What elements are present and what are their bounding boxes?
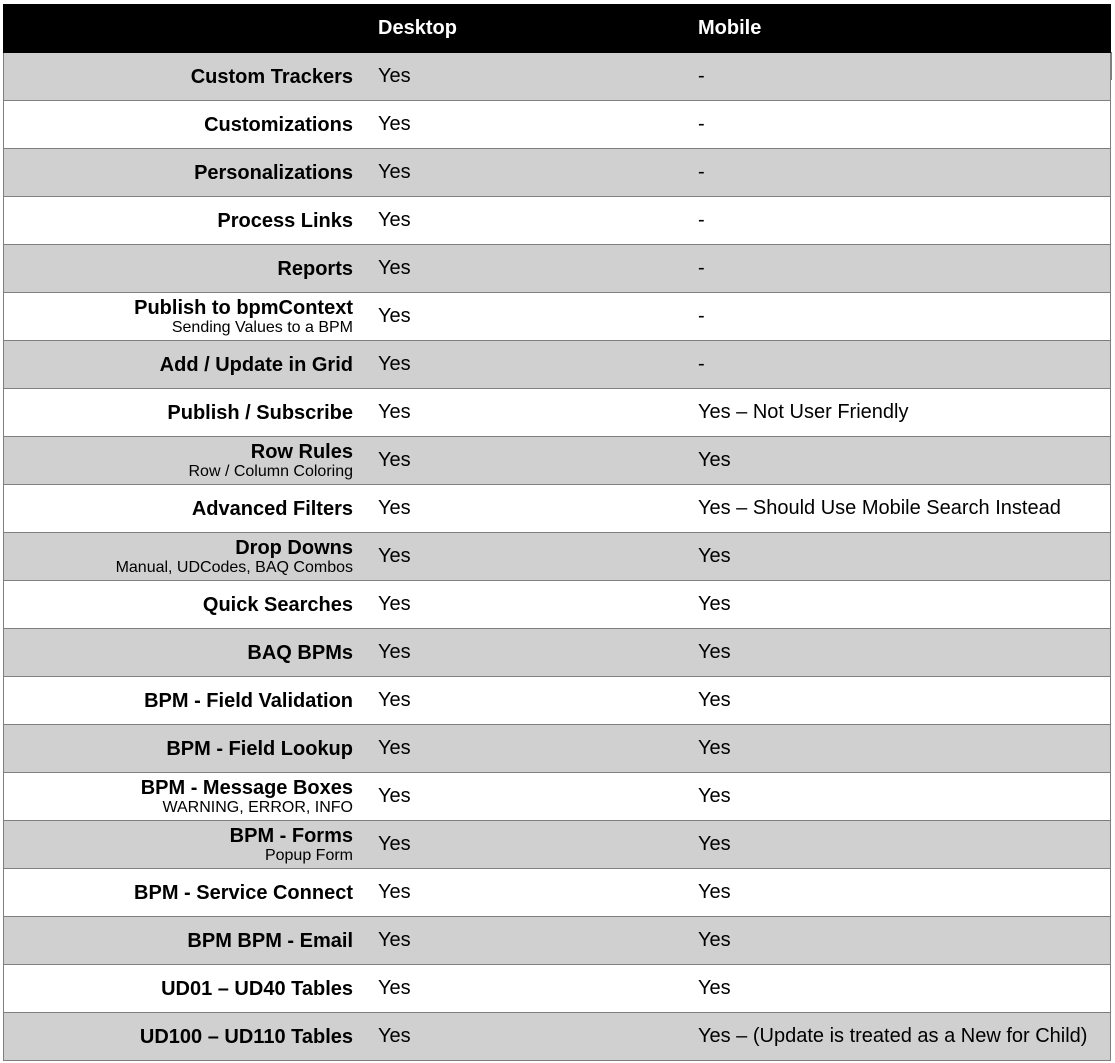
table-body <box>3 53 1111 1061</box>
table-row <box>3 821 1111 869</box>
desktop-cell: Yes <box>378 353 411 375</box>
table-row <box>3 53 1111 101</box>
feature-name: Customizations <box>204 113 353 136</box>
desktop-cell: Yes <box>378 881 411 903</box>
desktop-cell: Yes <box>378 929 411 951</box>
header-mobile: Mobile <box>698 17 762 39</box>
feature-name: Publish / Subscribe <box>167 401 353 424</box>
mobile-cell: Yes <box>698 449 731 471</box>
table-row <box>3 917 1111 965</box>
desktop-cell: Yes <box>378 449 411 471</box>
table-row <box>3 197 1111 245</box>
header-desktop: Desktop <box>378 17 457 39</box>
mobile-cell: Yes <box>698 737 731 759</box>
feature-cell <box>4 101 353 148</box>
mobile-cell: - <box>698 257 705 279</box>
mobile-cell: Yes – Should Use Mobile Search Instead <box>698 497 1061 519</box>
mobile-cell: Yes <box>698 641 731 663</box>
desktop-cell: Yes <box>378 1025 411 1047</box>
feature-cell <box>4 149 353 196</box>
table-row <box>3 533 1111 581</box>
table-row <box>3 629 1111 677</box>
feature-name: Add / Update in Grid <box>159 353 353 376</box>
mobile-cell: - <box>698 353 705 375</box>
mobile-cell: Yes <box>698 833 731 855</box>
mobile-cell: - <box>698 161 705 183</box>
mobile-cell: - <box>698 305 705 327</box>
feature-cell <box>4 965 353 1012</box>
feature-cell <box>4 677 353 724</box>
feature-name: Row Rules <box>250 440 353 463</box>
feature-cell <box>4 917 353 964</box>
feature-subtitle: Row / Column Coloring <box>188 462 353 480</box>
table-row <box>3 437 1111 485</box>
table-row <box>3 581 1111 629</box>
table-row <box>3 101 1111 149</box>
feature-cell <box>4 581 353 628</box>
feature-cell <box>4 869 353 916</box>
mobile-cell: Yes <box>698 881 731 903</box>
feature-subtitle: Popup Form <box>264 846 353 864</box>
table-row <box>3 677 1111 725</box>
desktop-cell: Yes <box>378 737 411 759</box>
feature-cell <box>4 389 353 436</box>
desktop-cell: Yes <box>378 497 411 519</box>
feature-name: BAQ BPMs <box>247 641 353 664</box>
table-row <box>3 389 1111 437</box>
desktop-cell: Yes <box>378 401 411 423</box>
desktop-cell: Yes <box>378 161 411 183</box>
desktop-cell: Yes <box>378 209 411 231</box>
desktop-cell: Yes <box>378 113 411 135</box>
table-row <box>3 965 1111 1013</box>
feature-name: Personalizations <box>194 161 353 184</box>
feature-cell <box>4 485 353 532</box>
desktop-cell: Yes <box>378 305 411 327</box>
mobile-cell: Yes <box>698 929 731 951</box>
table-row <box>3 725 1111 773</box>
desktop-cell: Yes <box>378 689 411 711</box>
feature-subtitle: WARNING, ERROR, INFO <box>162 798 353 816</box>
mobile-cell: Yes – Not User Friendly <box>698 401 909 423</box>
feature-name: UD01 – UD40 Tables <box>161 977 353 1000</box>
mobile-cell: Yes – (Update is treated as a New for Child) <box>698 1025 1088 1047</box>
mobile-cell: Yes <box>698 545 731 567</box>
mobile-cell: - <box>698 113 705 135</box>
feature-name: BPM - Field Lookup <box>166 737 353 760</box>
table-row <box>3 869 1111 917</box>
feature-name: BPM - Field Validation <box>144 689 353 712</box>
table-header <box>3 4 1111 53</box>
mobile-cell: - <box>698 65 705 87</box>
mobile-cell: Yes <box>698 785 731 807</box>
feature-subtitle: Sending Values to a BPM <box>171 318 353 336</box>
table-row <box>3 293 1111 341</box>
feature-cell <box>4 773 353 820</box>
table-row <box>3 245 1111 293</box>
feature-name: UD100 – UD110 Tables <box>139 1025 353 1048</box>
feature-cell <box>4 293 353 340</box>
feature-cell <box>4 197 353 244</box>
desktop-cell: Yes <box>378 833 411 855</box>
feature-comparison-table <box>3 4 1111 1061</box>
desktop-cell: Yes <box>378 545 411 567</box>
feature-cell <box>4 341 353 388</box>
feature-cell <box>4 725 353 772</box>
mobile-cell: Yes <box>698 977 731 999</box>
feature-cell <box>4 1013 353 1060</box>
feature-cell <box>4 245 353 292</box>
mobile-cell: Yes <box>698 593 731 615</box>
feature-name: Advanced Filters <box>191 497 353 520</box>
feature-name: BPM BPM - Email <box>187 929 353 952</box>
desktop-cell: Yes <box>378 257 411 279</box>
mobile-cell: - <box>698 209 705 231</box>
desktop-cell: Yes <box>378 641 411 663</box>
feature-cell <box>4 821 353 868</box>
feature-name: Publish to bpmContext <box>134 296 353 319</box>
edge-marker <box>1111 52 1112 80</box>
feature-name: Process Links <box>217 209 353 232</box>
desktop-cell: Yes <box>378 785 411 807</box>
feature-name: Drop Downs <box>235 536 353 559</box>
feature-name: BPM - Service Connect <box>134 881 353 904</box>
feature-name: BPM - Message Boxes <box>140 776 353 799</box>
feature-cell <box>4 437 353 484</box>
mobile-cell: Yes <box>698 689 731 711</box>
feature-name: Custom Trackers <box>190 65 353 88</box>
desktop-cell: Yes <box>378 593 411 615</box>
desktop-cell: Yes <box>378 65 411 87</box>
table-row <box>3 1013 1111 1061</box>
feature-name: Reports <box>277 257 353 280</box>
feature-subtitle: Manual, UDCodes, BAQ Combos <box>115 558 353 576</box>
table-row <box>3 485 1111 533</box>
table-row <box>3 773 1111 821</box>
table-row <box>3 149 1111 197</box>
feature-cell <box>4 533 353 580</box>
table-row <box>3 341 1111 389</box>
feature-name: Quick Searches <box>202 593 353 616</box>
feature-cell <box>4 53 353 100</box>
desktop-cell: Yes <box>378 977 411 999</box>
feature-name: BPM - Forms <box>229 824 353 847</box>
feature-cell <box>4 629 353 676</box>
